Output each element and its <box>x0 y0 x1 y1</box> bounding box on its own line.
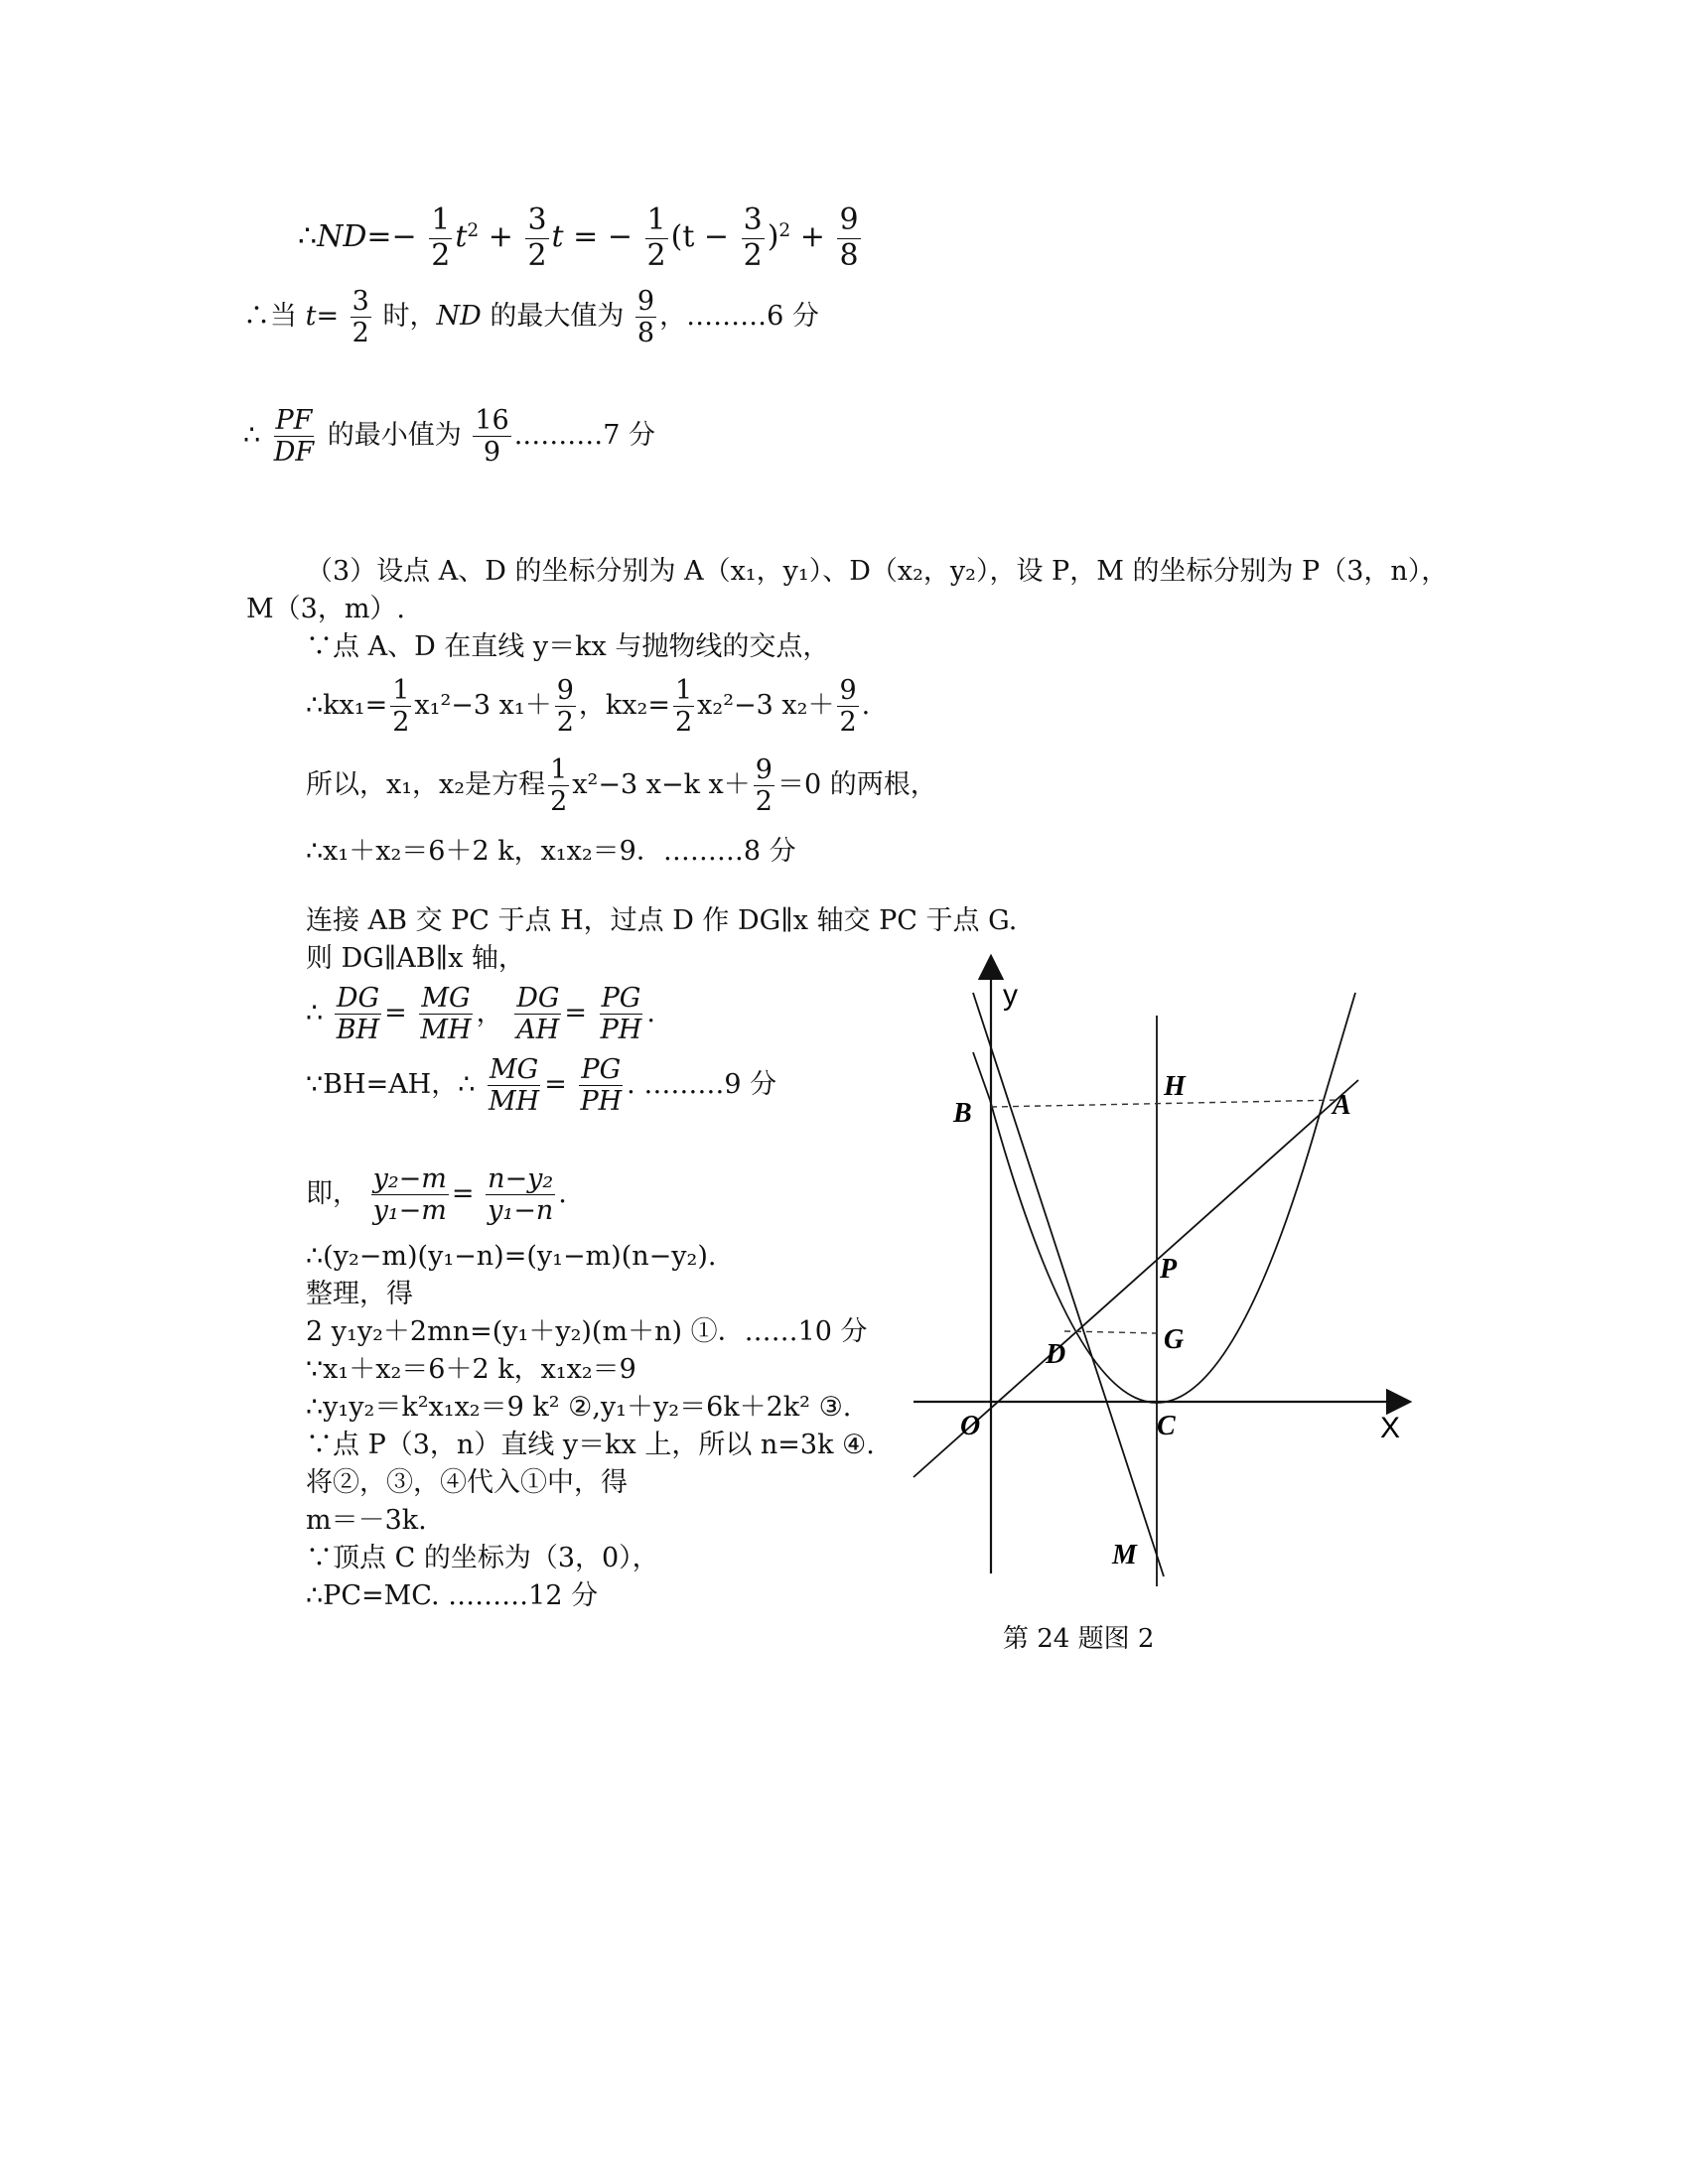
part3-line-19: m＝－3k. <box>306 1505 427 1536</box>
point-label-p: P <box>1160 1254 1178 1285</box>
part3-line-11: 即， $\frac{\text{y₂−m}}{\text{y₁−m}}$ = $\frac{\text{n−y₂}}{\text{y₁−n}}$ . <box>306 1163 567 1227</box>
part3-line-1: （3）设点 A、D 的坐标分别为 A（x₁，y₁）、D（x₂，y₂），设 P，M 的坐标分别为 P（3，n）， <box>306 556 1449 587</box>
part3-line-18: 将②，③，④代入①中，得 <box>306 1467 628 1498</box>
part3-line-17: ∵点 P（3，n）直线 y＝kx 上，所以 n=3k ④. <box>306 1430 875 1460</box>
part3-line-4: ∴kx₁= $\frac{1}{2}$ x₁²−3 x₁＋ $\frac{9}{2}$ ，kx₂= $\frac{1}{2}$ x₂²−3 x₂＋ $\frac{9}{2}$ . <box>306 675 871 739</box>
dashed-line-dg <box>1064 1331 1157 1333</box>
part3-line-10: ∵BH=AH，∴ $\frac{MG}{MH}$ = $\frac{PG}{PH}$ . ………9 分 <box>306 1054 777 1118</box>
part3-line-21: ∴PC=MC. ………12 分 <box>306 1580 599 1611</box>
nd-max-line: ∴当 t= $\frac{3}{2}$ 时，ND 的最大值为 $\frac{9}{8}$ ，………6 分 <box>243 286 819 349</box>
nd-expression-line: ∴ND=− $\frac{1}{2}$ $t^2$ + $\frac{3}{2}$ t = − $\frac{1}{2}$ (t − $\frac{3}{2}$ )$^2$ + $\frac{9}{8}$ <box>298 203 859 273</box>
part3-line-13: 整理，得 <box>306 1279 413 1309</box>
point-label-b: B <box>953 1098 972 1129</box>
geometry-figure <box>904 953 1420 1598</box>
point-label-d: D <box>1046 1339 1066 1370</box>
parabola-right-extension <box>1324 993 1355 1100</box>
part3-line-14: 2 y₁y₂＋2mn=(y₁＋y₂)(m＋n) ①．……10 分 <box>306 1316 868 1347</box>
axis-label-x: X <box>1380 1412 1401 1444</box>
point-label-m: M <box>1112 1540 1137 1570</box>
point-label-a: A <box>1333 1090 1351 1121</box>
line-bm <box>973 993 1164 1576</box>
part3-line-6: ∴x₁＋x₂＝6＋2 k，x₁x₂＝9．………8 分 <box>306 836 796 867</box>
part3-line-8: 则 DG∥AB∥x 轴， <box>306 943 525 974</box>
point-label-g: G <box>1164 1324 1185 1355</box>
part3-line-16: ∴y₁y₂＝k²x₁x₂＝9 k² ②,y₁＋y₂＝6k＋2k² ③. <box>306 1392 852 1423</box>
part3-line-7: 连接 AB 交 PC 于点 H，过点 D 作 DG∥x 轴交 PC 于点 G. <box>306 905 1018 936</box>
point-label-h: H <box>1164 1071 1186 1102</box>
pf-df-min-line: ∴ $\frac{PF}{DF}$ 的最小值为 $\frac{16}{9}$ .………7 分 <box>243 405 656 469</box>
axis-label-y: y <box>1003 979 1018 1012</box>
figure-caption: 第 24 题图 2 <box>1003 1624 1155 1654</box>
part3-line-2: M（3，m）. <box>246 594 406 624</box>
part3-line-5: 所以，x₁，x₂是方程 $\frac{1}{2}$ x²−3 x−k x＋ $\frac{9}{2}$ ＝0 的两根， <box>306 754 937 818</box>
point-label-o: O <box>960 1411 981 1441</box>
part3-line-9: ∴ $\frac{DG}{BH}$ = $\frac{MG}{MH}$ ， $\frac{DG}{AH}$ = $\frac{PG}{PH}$ . <box>306 983 655 1046</box>
part3-line-15: ∵x₁＋x₂＝6＋2 k，x₁x₂＝9 <box>306 1354 636 1385</box>
part3-line-12: ∴(y₂−m)(y₁−n)=(y₁−m)(n−y₂). <box>306 1241 717 1272</box>
part3-line-20: ∵顶点 C 的坐标为（3，0）， <box>306 1543 659 1573</box>
point-label-c: C <box>1157 1411 1176 1441</box>
part3-line-3: ∵点 A、D 在直线 y＝kx 与抛物线的交点， <box>306 631 830 662</box>
parabola-left-extension <box>973 1052 990 1100</box>
